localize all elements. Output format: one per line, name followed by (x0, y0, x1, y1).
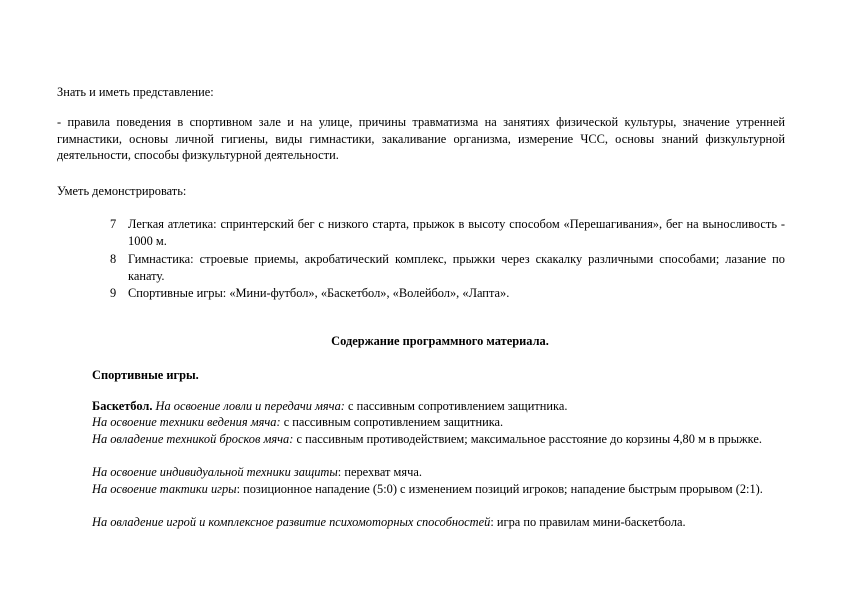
list-item-number: 8 (110, 252, 117, 266)
paragraph-text: с пассивным противодействием; максимальное расстояние до корзины 4,80 м в прыжке. (293, 432, 762, 446)
paragraph-text: с пассивным сопротивлением защитника. (344, 399, 568, 413)
list-item-text: Спортивные игры: «Мини-футбол», «Баскетбол», «Волейбол», «Лапта». (128, 286, 510, 300)
list-item-text: Гимнастика: строевые приемы, акробатический комплекс, прыжки через скакалку различными способами; лазание по канату. (128, 252, 785, 283)
paragraph-text: : позиционное нападение (5:0) с изменением позиций игроков; нападение быстрым прорывом (2:1). (236, 482, 763, 496)
paragraph-topic: На овладение игрой и комплексное развитие психомоторных способностей (92, 515, 491, 529)
know-dash-item: - правила поведения в спортивном зале и на улице, причины травматизма на занятиях физической культуры, значение утренней гимнастики, основы личной гигиены, виды гимнастики, закаливание организма, измерение ЧСС, основы знаний физкультурной деятельности, способы физкультурной деятельности. (57, 115, 785, 163)
paragraph-topic: На освоение техники ведения мяча: (92, 415, 281, 429)
paragraph-text: : перехват мяча. (337, 465, 422, 479)
list-item (110, 285, 785, 302)
know-heading: Знать и иметь представление: (57, 85, 214, 99)
paragraph-basketball (92, 398, 792, 415)
list-item-number: 9 (110, 286, 117, 300)
paragraph-shooting (57, 431, 785, 448)
paragraph-tactics (57, 481, 785, 498)
demonstrate-heading: Уметь демонстрировать: (57, 184, 187, 198)
paragraph-text: с пассивным сопротивлением защитника. (280, 415, 504, 429)
list-item-text: Легкая атлетика: спринтерский бег с низкого старта, прыжок в высоту способом «Перешагивания», бег на выносливость - 1000 м. (128, 217, 785, 248)
content-title: Содержание программного материала. (331, 334, 549, 348)
basketball-label: Баскетбол. (92, 399, 153, 413)
list-item (110, 216, 785, 249)
paragraph-topic: На освоение тактики игры (92, 482, 237, 496)
paragraph-game (92, 514, 792, 531)
paragraph-dribbling (92, 414, 792, 431)
paragraph-text: : игра по правилам мини-баскетбола. (490, 515, 686, 529)
paragraph-topic: На овладение техникой бросков мяча: (92, 432, 294, 446)
section-heading: Спортивные игры. (92, 368, 199, 382)
paragraph-defense (92, 464, 792, 481)
list-item (110, 251, 785, 284)
paragraph-topic: На освоение ловли и передачи мяча: (155, 399, 345, 413)
paragraph-topic: На освоение индивидуальной техники защиты (92, 465, 338, 479)
list-item-number: 7 (110, 217, 117, 231)
